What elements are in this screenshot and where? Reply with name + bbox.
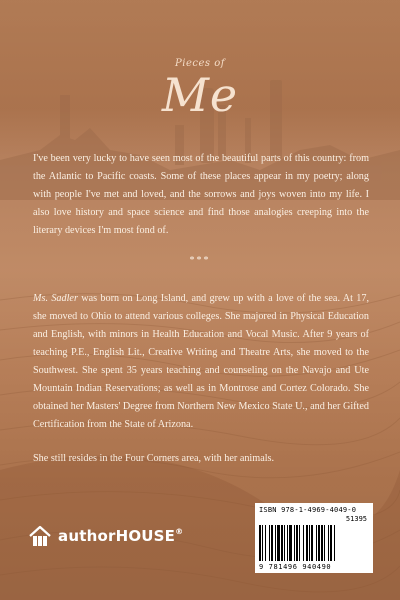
registered-mark: ® bbox=[175, 527, 184, 536]
barcode-bar bbox=[296, 525, 298, 561]
barcode-bar bbox=[259, 525, 261, 561]
barcode-bar bbox=[299, 525, 300, 561]
house-icon bbox=[28, 524, 52, 548]
ean-number: 9 781496 940490 bbox=[259, 563, 332, 571]
barcode-bar bbox=[334, 525, 335, 561]
barcode-bar bbox=[303, 525, 304, 561]
publisher-name-part2: HOUSE bbox=[115, 527, 176, 545]
barcode-bar bbox=[269, 525, 270, 561]
publisher-logo bbox=[28, 524, 183, 548]
barcode-bar bbox=[262, 525, 263, 561]
barcode-bar bbox=[265, 525, 266, 561]
barcode-bar bbox=[309, 525, 310, 561]
price-code: 51395 bbox=[345, 515, 367, 523]
barcode-bar bbox=[287, 525, 288, 561]
barcode-bar bbox=[281, 525, 283, 561]
barcode-bar bbox=[289, 525, 292, 561]
barcode-bar bbox=[316, 525, 317, 561]
barcode-bars bbox=[259, 525, 369, 561]
author-name: Ms. Sadler bbox=[33, 293, 78, 304]
section-separator: *** bbox=[189, 255, 211, 266]
barcode-bar bbox=[277, 525, 280, 561]
barcode-bar bbox=[324, 525, 325, 561]
barcode-bar bbox=[275, 525, 276, 561]
closing-paragraph: She still resides in the Four Corners area, with her animals. bbox=[33, 453, 275, 464]
author-bio bbox=[33, 290, 369, 434]
publisher-name-part1: author bbox=[58, 527, 116, 545]
barcode-bar bbox=[328, 525, 329, 561]
barcode-bar bbox=[294, 525, 295, 561]
barcode-bar bbox=[321, 525, 323, 561]
barcode-bar bbox=[311, 525, 313, 561]
barcode-bar bbox=[318, 525, 320, 561]
barcode-bar bbox=[330, 525, 332, 561]
author-bio-text: was born on Long Island, and grew up with a love of the sea. At 17, she moved to Ohio to attend various colleges. She majored in Physical Education and English, with minors in Health Education and Vocal Music. After 9 years of teaching P.E., English Lit., Creative Writing and Theatre Arts, she moved to the Southwest. She spent 35 years teaching and counseling on the Navajo and Ute Mountain Indian Reservations; as well as in Montrose and Cortez Colorado. She obtained her Masters' Degree from Northern New Mexico State U., and her Gifted Certification from the State of Arizona. bbox=[33, 293, 369, 430]
barcode-bar bbox=[306, 525, 308, 561]
intro-paragraph: I've been very lucky to have seen most of the beautiful parts of this country: from the Atlantic to Pacific coasts. Some of these places appear in my poetry; along with people I've met and loved, and the sorrows and joys woven into my life. I also love history and space science and find those analogies creeping into the literary devices I'm most fond of. bbox=[33, 153, 369, 236]
title-small: Pieces of bbox=[175, 58, 225, 69]
isbn-text: ISBN 978-1-4969-4049-0 bbox=[259, 506, 357, 514]
barcode-bar bbox=[284, 525, 285, 561]
barcode-bar bbox=[271, 525, 273, 561]
title-big: Me bbox=[161, 68, 239, 122]
publisher-name bbox=[58, 527, 183, 545]
barcode-box bbox=[255, 503, 373, 573]
